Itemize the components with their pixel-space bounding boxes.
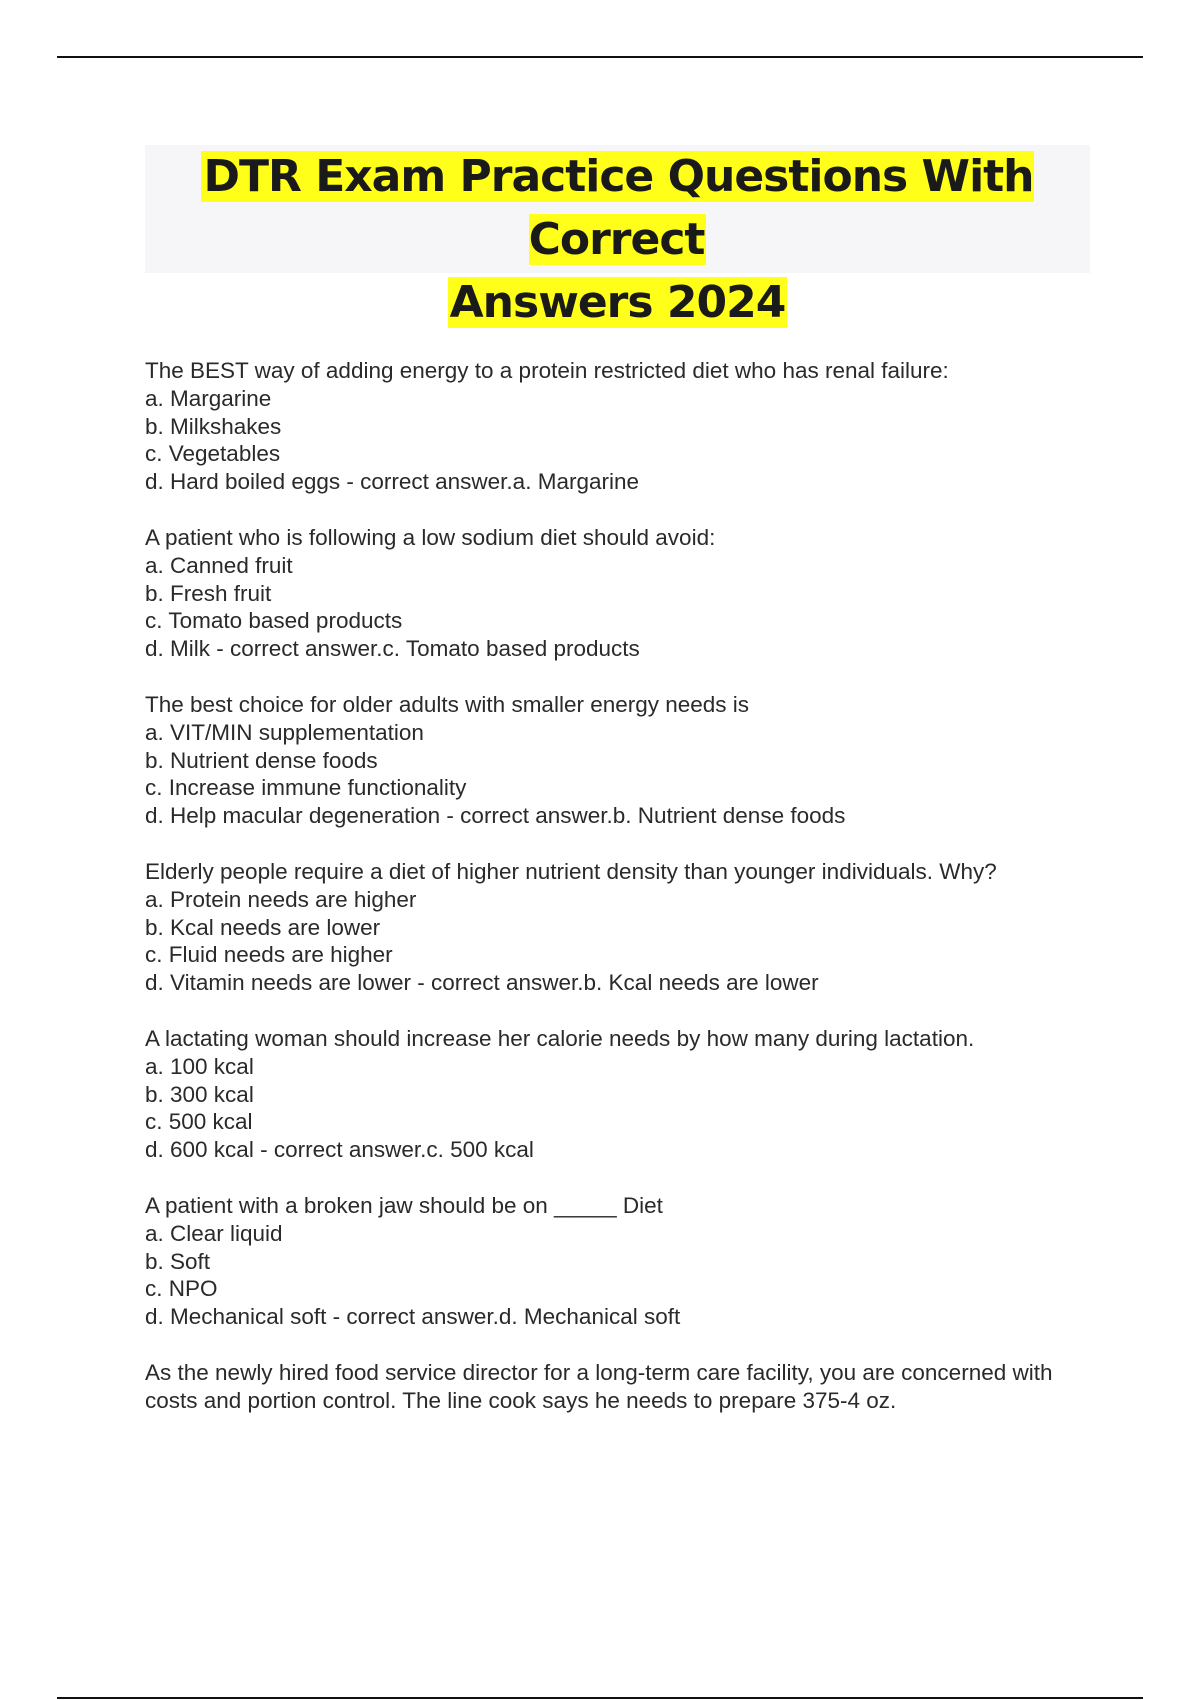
document-body [145,357,1090,1443]
answer-option: c. Increase immune functionality [145,775,467,801]
answer-option: b. Kcal needs are lower [145,914,381,940]
title-line-2: Answers 2024 [449,277,786,328]
question-block [145,1192,1090,1331]
answer-option: d. Vitamin needs are lower - correct answer.b. Kcal needs are lower [145,970,819,996]
answer-option: a. Margarine [145,385,272,411]
answer-option: a. Clear liquid [145,1220,283,1246]
answer-option: a. 100 kcal [145,1053,254,1079]
answer-option: d. Help macular degeneration - correct answer.b. Nutrient dense foods [145,803,846,829]
answer-option: d. Mechanical soft - correct answer.d. Mechanical soft [145,1304,681,1330]
final-paragraph: As the newly hired food service director for a long-term care facility, you are concerned with costs and portion control. The line cook says he needs to prepare 375-4 oz. [145,1359,1053,1413]
question-block [145,1025,1090,1164]
answer-option: c. Tomato based products [145,608,403,634]
bottom-rule [57,1697,1143,1699]
question-text: A lactating woman should increase her calorie needs by how many during lactation. [145,1025,975,1051]
answer-option: c. Fluid needs are higher [145,942,393,968]
answer-option: d. 600 kcal - correct answer.c. 500 kcal [145,1137,534,1163]
answer-option: c. 500 kcal [145,1109,253,1135]
final-paragraph-block [145,1359,1090,1415]
answer-option: a. VIT/MIN supplementation [145,719,424,745]
question-block [145,858,1090,997]
answer-option: a. Canned fruit [145,552,293,578]
answer-option: c. Vegetables [145,441,281,467]
question-block [145,691,1090,830]
question-text: Elderly people require a diet of higher nutrient density than younger individuals. Why? [145,858,997,884]
answer-option: b. 300 kcal [145,1081,254,1107]
answer-option: c. NPO [145,1276,218,1302]
answer-option: b. Soft [145,1248,211,1274]
answer-option: b. Nutrient dense foods [145,747,378,773]
question-text: The BEST way of adding energy to a protein restricted diet who has renal failure: [145,358,949,383]
question-block [145,524,1090,663]
answer-option: d. Hard boiled eggs - correct answer.a. Margarine [145,469,639,495]
answer-option: b. Milkshakes [145,413,282,439]
question-block [145,357,1090,496]
question-text: A patient with a broken jaw should be on _____ Diet [145,1192,663,1218]
document-title [145,145,1090,328]
answer-option: d. Milk - correct answer.c. Tomato based products [145,636,640,662]
answer-option: b. Fresh fruit [145,580,272,606]
answer-option: a. Protein needs are higher [145,886,417,912]
question-text: The best choice for older adults with smaller energy needs is [145,691,750,717]
title-line-1: DTR Exam Practice Questions With Correct [203,151,1034,265]
top-rule [57,56,1143,58]
question-text: A patient who is following a low sodium diet should avoid: [145,524,716,550]
